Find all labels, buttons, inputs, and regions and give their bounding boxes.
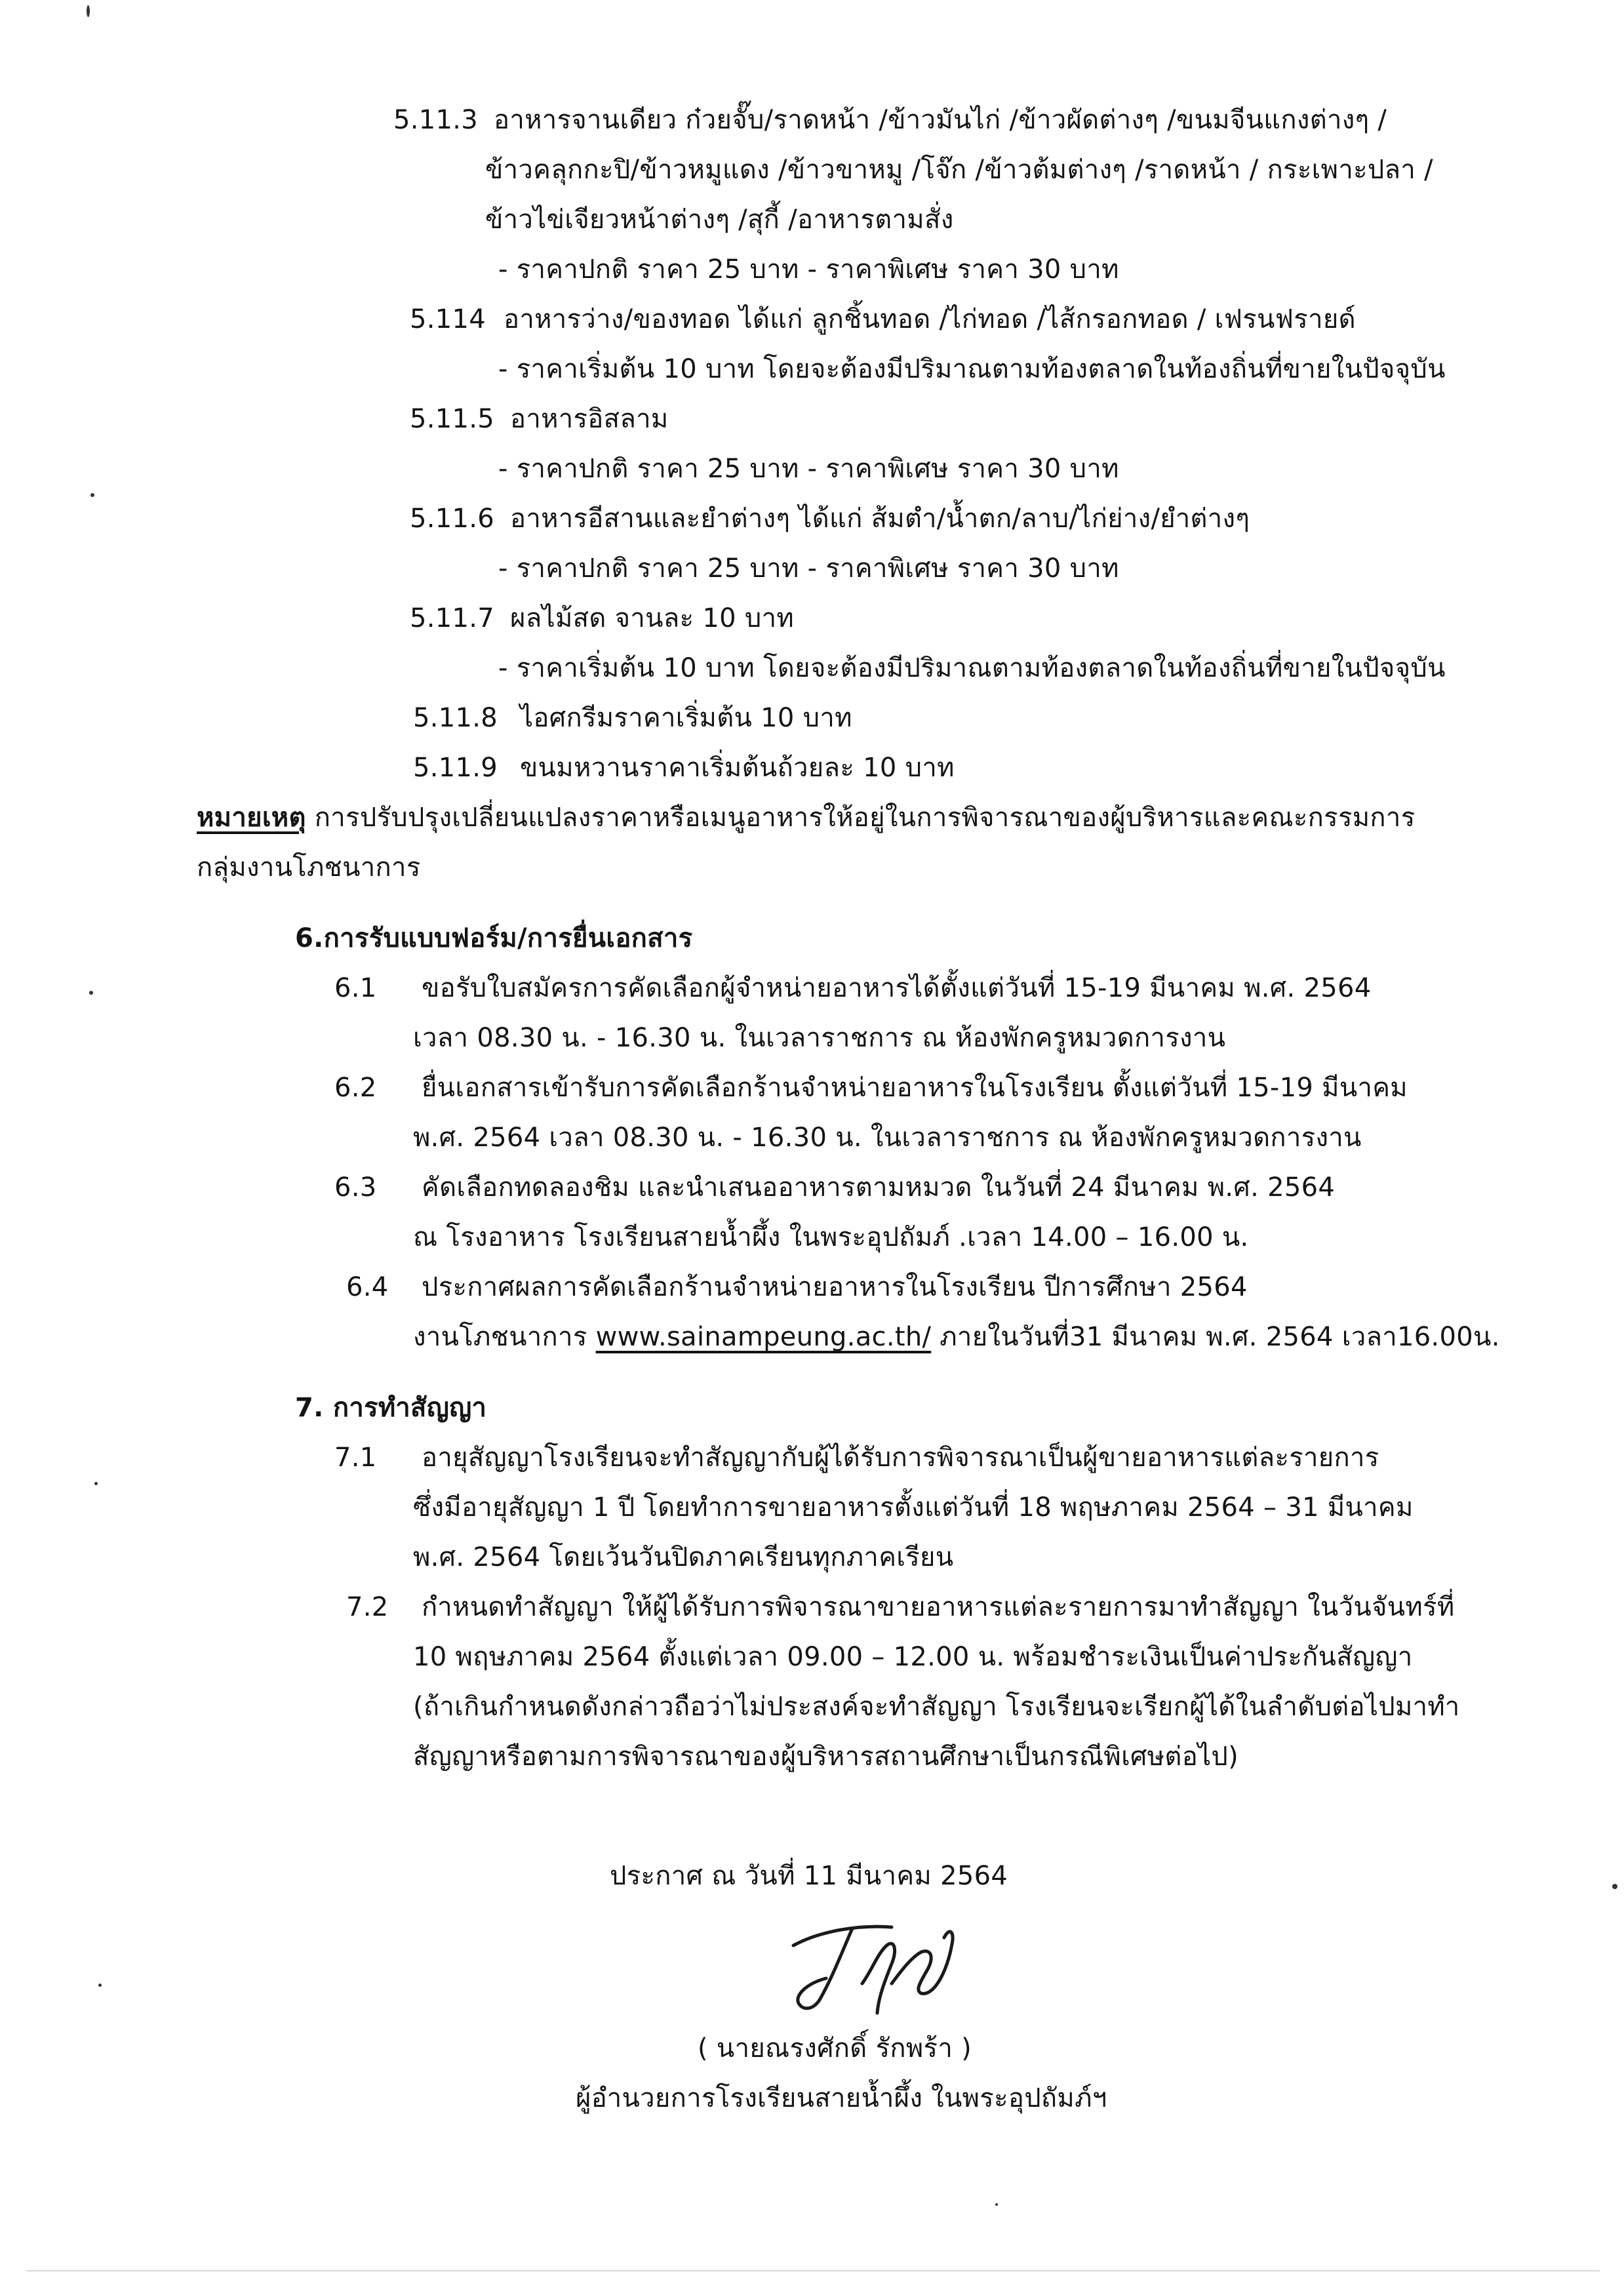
item-number: 5.11.6 bbox=[410, 504, 495, 534]
item-number: 5.11.8 bbox=[413, 703, 498, 733]
item-number: 5.114 bbox=[410, 304, 486, 334]
item-5-11-4 bbox=[410, 300, 1356, 339]
scan-edge-line bbox=[26, 2270, 1600, 2271]
section-7-heading: 7. การทำสัญญา bbox=[295, 1393, 487, 1423]
item-text: อาหารอีสานและยำต่างๆ ได้แก่ ส้มตำ/น้ำตก/ลาบ/ไก่ย่าง/ยำต่างๆ bbox=[510, 504, 1250, 534]
item-5-11-5 bbox=[410, 399, 669, 439]
note bbox=[197, 798, 1415, 837]
note-continuation: กลุ่มงานโภชนาการ bbox=[197, 852, 421, 883]
item-text: อาหารอิสลาม bbox=[510, 404, 669, 434]
director-signature bbox=[780, 1905, 990, 2029]
note-label: หมายเหตุ bbox=[197, 803, 306, 833]
clause-number: 7.1 bbox=[334, 1443, 377, 1473]
clause-6-4 bbox=[346, 1267, 1248, 1307]
item-text: ไอศกรีมราคาเริ่มต้น 10 บาท bbox=[520, 703, 852, 733]
signer-title: ผู้อำนวยการโรงเรียนสายน้ำผึ้ง ในพระอุปถัมภ์ฯ bbox=[576, 2083, 1107, 2113]
clause-continuation: 10 พฤษภาคม 2564 ตั้งแต่เวลา 09.00 – 12.00 น. พร้อมชำระเงินเป็นค่าประกันสัญญา bbox=[413, 1642, 1413, 1672]
item-number: 5.11.9 bbox=[413, 753, 498, 783]
clause-text: ขอรับใบสมัครการคัดเลือกผู้จำหน่ายอาหารได้ตั้งแต่วันที่ 15-19 มีนาคม พ.ศ. 2564 bbox=[422, 973, 1372, 1003]
announcement-date: ประกาศ ณ วันที่ 11 มีนาคม 2564 bbox=[610, 1861, 1008, 1891]
item-5-11-3 bbox=[393, 100, 1387, 140]
clause-number: 6.3 bbox=[334, 1172, 377, 1203]
item-number: 5.11.3 bbox=[393, 105, 479, 135]
clause-continuation: ณ โรงอาหาร โรงเรียนสายน้ำผึ้ง ในพระอุปถัมภ์ .เวลา 14.00 – 16.00 น. bbox=[413, 1222, 1249, 1252]
item-continuation: ข้าวไข่เจียวหน้าต่างๆ /สุกี้ /อาหารตามสั่ง bbox=[485, 205, 954, 235]
clause-continuation: พ.ศ. 2564 เวลา 08.30 น. - 16.30 น. ในเวลาราชการ ณ ห้องพักครูหมวดการงาน bbox=[413, 1123, 1362, 1153]
scan-speck bbox=[94, 1482, 98, 1485]
clause-7-2 bbox=[346, 1587, 1454, 1627]
clause-number: 6.2 bbox=[334, 1073, 377, 1103]
clause-continuation: พ.ศ. 2564 โดยเว้นวันปิดภาคเรียนทุกภาคเรียน bbox=[413, 1542, 954, 1572]
item-text: ผลไม้สด จานละ 10 บาท bbox=[510, 603, 795, 633]
clause-7-1 bbox=[334, 1438, 1379, 1477]
clause-text: ภายในวันที่31 มีนาคม พ.ศ. 2564 เวลา16.00น. bbox=[940, 1322, 1500, 1352]
price-line: - ราคาเริ่มต้น 10 บาท โดยจะต้องมีปริมาณตามท้องตลาดในท้องถิ่นที่ขายในปัจจุบัน bbox=[498, 354, 1446, 384]
clause-continuation: เวลา 08.30 น. - 16.30 น. ในเวลาราชการ ณ ห้องพักครูหมวดการงาน bbox=[413, 1023, 1226, 1053]
clause-text: คัดเลือกทดลองชิม และนำเสนออาหารตามหมวด ในวันที่ 24 มีนาคม พ.ศ. 2564 bbox=[422, 1172, 1336, 1203]
scan-speck bbox=[89, 991, 93, 995]
price-line: - ราคาปกติ ราคา 25 บาท - ราคาพิเศษ ราคา 30 บาท bbox=[498, 454, 1119, 484]
clause-continuation: (ถ้าเกินกำหนดดังกล่าวถือว่าไม่ประสงค์จะทำสัญญา โรงเรียนจะเรียกผู้ได้ในลำดับต่อไปมาทำ bbox=[413, 1692, 1460, 1722]
clause-text: งานโภชนาการ bbox=[413, 1322, 587, 1352]
signer-name: ( นายณรงศักดิ์ รักพร้า ) bbox=[698, 2033, 972, 2064]
item-text: ขนมหวานราคาเริ่มต้นถ้วยละ 10 บาท bbox=[520, 753, 955, 783]
note-text: การปรับปรุงเปลี่ยนแปลงราคาหรือเมนูอาหารให้อยู่ในการพิจารณาของผู้บริหารและคณะกรรมการ bbox=[314, 803, 1416, 833]
price-line: - ราคาเริ่มต้น 10 บาท โดยจะต้องมีปริมาณตามท้องตลาดในท้องถิ่นที่ขายในปัจจุบัน bbox=[498, 653, 1446, 683]
price-line: - ราคาปกติ ราคา 25 บาท - ราคาพิเศษ ราคา 30 บาท bbox=[498, 254, 1119, 285]
clause-6-3 bbox=[334, 1168, 1335, 1207]
clause-text: ยื่นเอกสารเข้ารับการคัดเลือกร้านจำหน่ายอาหารในโรงเรียน ตั้งแต่วันที่ 15-19 มีนาคม bbox=[422, 1073, 1408, 1103]
scan-speck bbox=[90, 493, 94, 497]
item-text: อาหารจานเดียว ก๋วยจั๊บ/ราดหน้า /ข้าวมันไก่ /ข้าวผัดต่างๆ /ขนมจีนแกงต่างๆ / bbox=[494, 105, 1387, 135]
scan-speck bbox=[1612, 1884, 1617, 1889]
clause-6-2 bbox=[334, 1068, 1408, 1108]
item-number: 5.11.5 bbox=[410, 404, 495, 434]
clause-number: 6.4 bbox=[346, 1272, 389, 1302]
clause-number: 7.2 bbox=[346, 1592, 389, 1622]
clause-text: กำหนดทำสัญญา ให้ผู้ได้รับการพิจารณาขายอาหารแต่ละรายการมาทำสัญญา ในวันจันทร์ที่ bbox=[422, 1592, 1455, 1622]
item-text: อาหารว่าง/ของทอด ได้แก่ ลูกชิ้นทอด /ไก่ทอด /ไส้กรอกทอด / เฟรนฟรายด์ bbox=[504, 304, 1356, 334]
clause-number: 6.1 bbox=[334, 973, 377, 1003]
item-continuation: ข้าวคลุกกะปิ/ข้าวหมูแดง /ข้าวขาหมู /โจ๊ก /ข้าวต้มต่างๆ /ราดหน้า / กระเพาะปลา / bbox=[485, 155, 1433, 185]
clause-text: อายุสัญญาโรงเรียนจะทำสัญญากับผู้ได้รับการพิจารณาเป็นผู้ขายอาหารแต่ละรายการ bbox=[422, 1443, 1379, 1473]
item-5-11-7 bbox=[410, 599, 794, 638]
item-5-11-9 bbox=[413, 748, 955, 788]
clause-6-1 bbox=[334, 968, 1371, 1008]
item-5-11-8 bbox=[413, 698, 852, 738]
clause-continuation: ซึ่งมีอายุสัญญา 1 ปี โดยทำการขายอาหารตั้งแต่วันที่ 18 พฤษภาคม 2564 – 31 มีนาคม bbox=[413, 1492, 1414, 1523]
clause-continuation bbox=[413, 1317, 1500, 1357]
school-website-link[interactable]: www.sainampeung.ac.th/ bbox=[595, 1322, 932, 1352]
scan-speck bbox=[87, 5, 90, 17]
scan-speck bbox=[995, 2203, 998, 2206]
clause-text: ประกาศผลการคัดเลือกร้านจำหน่ายอาหารในโรงเรียน ปีการศึกษา 2564 bbox=[422, 1272, 1248, 1302]
item-number: 5.11.7 bbox=[410, 603, 495, 633]
scan-speck bbox=[98, 1984, 102, 1987]
section-6-heading: 6.การรับแบบฟอร์ม/การยื่นเอกสาร bbox=[295, 923, 693, 953]
price-line: - ราคาปกติ ราคา 25 บาท - ราคาพิเศษ ราคา 30 บาท bbox=[498, 553, 1119, 584]
clause-continuation: สัญญาหรือตามการพิจารณาของผู้บริหารสถานศึกษาเป็นกรณีพิเศษต่อไป) bbox=[413, 1742, 1239, 1772]
item-5-11-6 bbox=[410, 499, 1250, 538]
